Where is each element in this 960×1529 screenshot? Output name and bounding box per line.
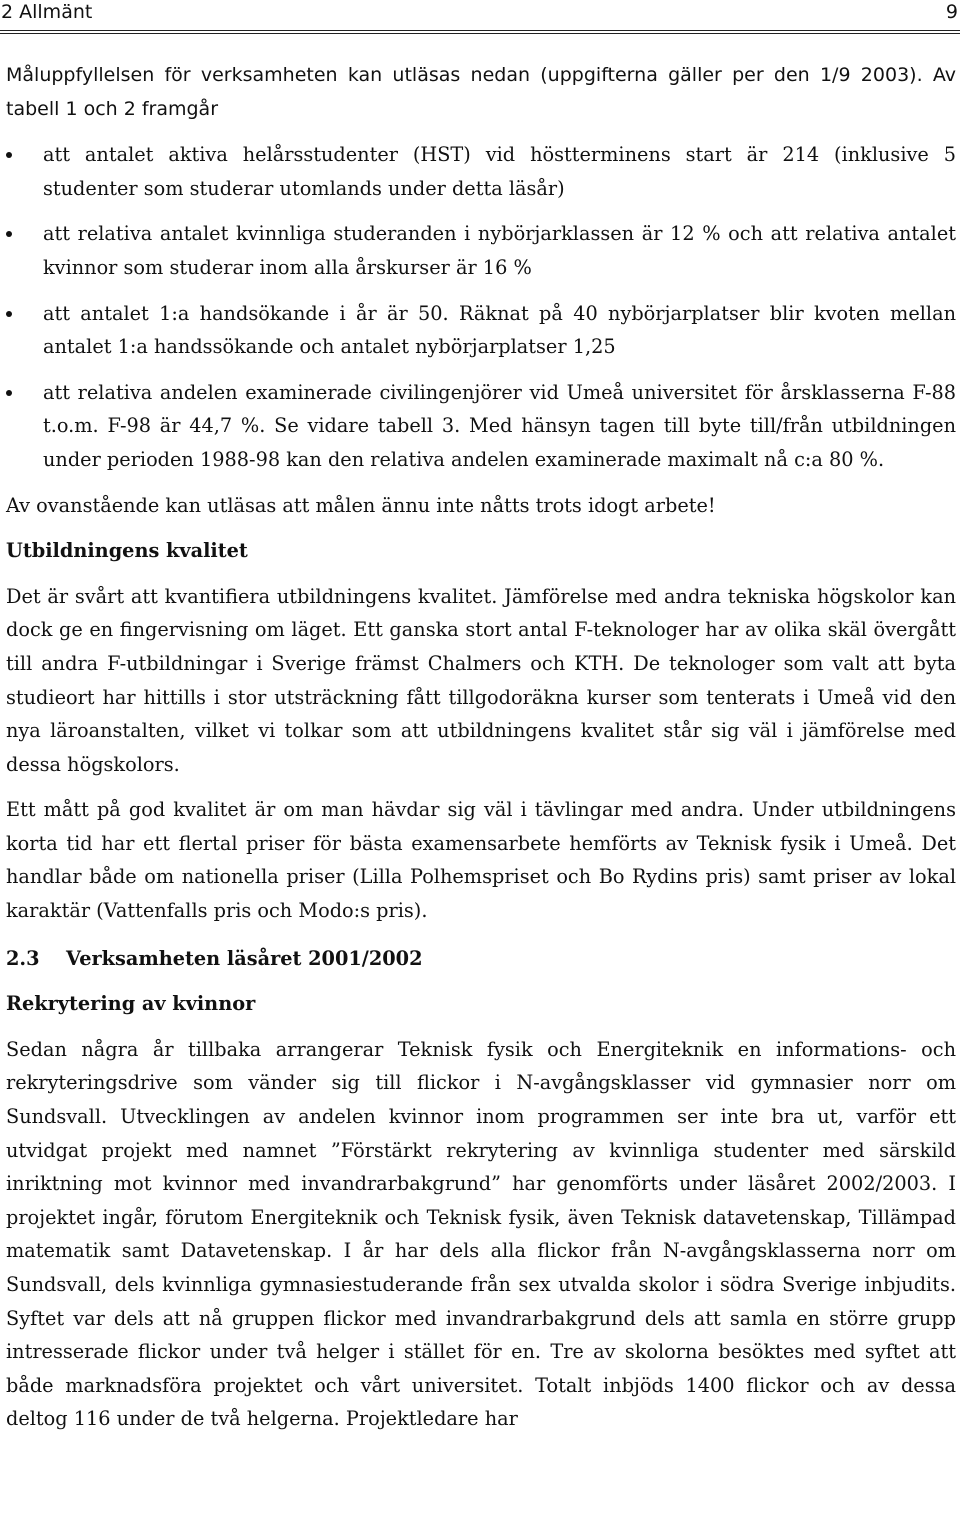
body-text — [6, 59, 956, 1448]
recruitment-paragraph: Sedan några år tillbaka arrangerar Teknisk fysik och Energiteknik en informations- och rekryteringsdrive som vänder sig till flickor i N-avgångsklasser vid gymnasier norr om Sundsvall. Utvecklingen av andelen kvinnor inom programmen ser inte bra ut, varför ett utvidgat projekt med namnet ”Förstärkt rekrytering av kvinnliga studenter med särskild inriktning mot kvinnor med invandrarbakgrund” har genomförts under läsåret 2002/2003. I projektet ingår, förutom Energiteknik och Teknisk fysik, även Teknisk datavetenskap, Tillämpad matematik samt Datavetenskap. I år har dels alla flickor från N-avgångsklasserna norr om Sundsvall, dels kvinnliga gymnasiestuderande från sex utvalda skolor i södra Sverige inbjudits. Syftet var dels att nå gruppen flickor med invandrarbakgrund dels att samla en större grupp intresserade flickor under två helger i stället för en. Tre av skolorna besöktes med syftet att både marknadsföra projektet och vårt universitet. Totalt inbjöds 1400 flickor och av dessa deltog 116 under de två helgerna. Projektledare har — [6, 1037, 956, 1431]
bullet-icon — [6, 231, 12, 237]
chapter-title: 2 Allmänt — [1, 1, 93, 23]
list-item — [6, 376, 956, 477]
quality-paragraph-1: Det är svårt att kvantifiera utbildningens kvalitet. Jämförelse med andra tekniska högskolor kan dock ge en fingervisning om läget. Ett ganska stort antal F-teknologer har av olika skäl övergått till andra F-utbildningar i Sverige främst Chalmers och KTH. De teknologer som valt att byta studieort har hittills i stor utsträckning fått tillgodoräkna kurser som tenterats i Umeå vid den nya läroanstalten, vilket vi tolkar som att utbildningens kvalitet står sig väl i jämförelse med dessa högskolors. — [6, 584, 956, 776]
goal-list — [6, 138, 956, 476]
page-header — [1, 0, 958, 26]
intro-paragraph: Måluppfyllelsen för verksamheten kan utläsas nedan (uppgifterna gäller per den 1/9 2003). Av tabell 1 och 2 framgår — [6, 64, 956, 120]
list-item-text: att antalet 1:a handsökande i år är 50. Räknat på 40 nybörjarplatser blir kvoten mellan antalet 1:a handssökande och antalet nybörjarplatser 1,25 — [43, 301, 956, 359]
recruitment-heading: Rekrytering av kvinnor — [6, 992, 256, 1016]
section-title: Verksamheten läsåret 2001/2002 — [66, 946, 423, 970]
quality-paragraph-2: Ett mått på god kvalitet är om man hävdar sig väl i tävlingar med andra. Under utbildningens korta tid har ett flertal priser för bästa examensarbete hemförts av Teknisk fysik i Umeå. Det handlar både om nationella priser (Lilla Polhemspriset och Bo Rydins pris) samt priser av lokal karaktär (Vattenfalls pris och Modo:s pris). — [6, 798, 956, 923]
bullet-icon — [6, 390, 12, 396]
page-number: 9 — [945, 1, 958, 23]
bullet-icon — [6, 311, 12, 317]
section-number: 2.3 — [6, 946, 40, 970]
list-item-text: att relativa antalet kvinnliga studeranden i nybörjarklassen är 12 % och att relativa antalet kvinnor som studerar inom alla årskurser är 16 % — [43, 222, 956, 279]
list-item-text: att antalet aktiva helårsstudenter (HST) vid höstterminens start är 214 (inklusive 5 studenter som studerar utomlands under detta läsår) — [43, 143, 956, 200]
list-item — [6, 217, 956, 284]
conclusion-paragraph: Av ovanstående kan utläsas att målen ännu inte nåtts trots idogt arbete! — [6, 493, 716, 517]
list-item-text: att relativa andelen examinerade civilingenjörer vid Umeå universitet för årsklasserna F-88 t.o.m. F-98 är 44,7 %. Se vidare tabell 3. Med hänsyn tagen till byte till/från utbildningen under perioden 1988-98 kan den relativa andelen examinerade maximalt nå c:a 80 %. — [43, 380, 956, 471]
quality-heading: Utbildningens kvalitet — [6, 539, 248, 563]
bullet-icon — [6, 152, 12, 158]
section-heading — [6, 942, 956, 976]
header-rule — [0, 30, 960, 34]
list-item — [6, 138, 956, 205]
list-item — [6, 297, 956, 364]
